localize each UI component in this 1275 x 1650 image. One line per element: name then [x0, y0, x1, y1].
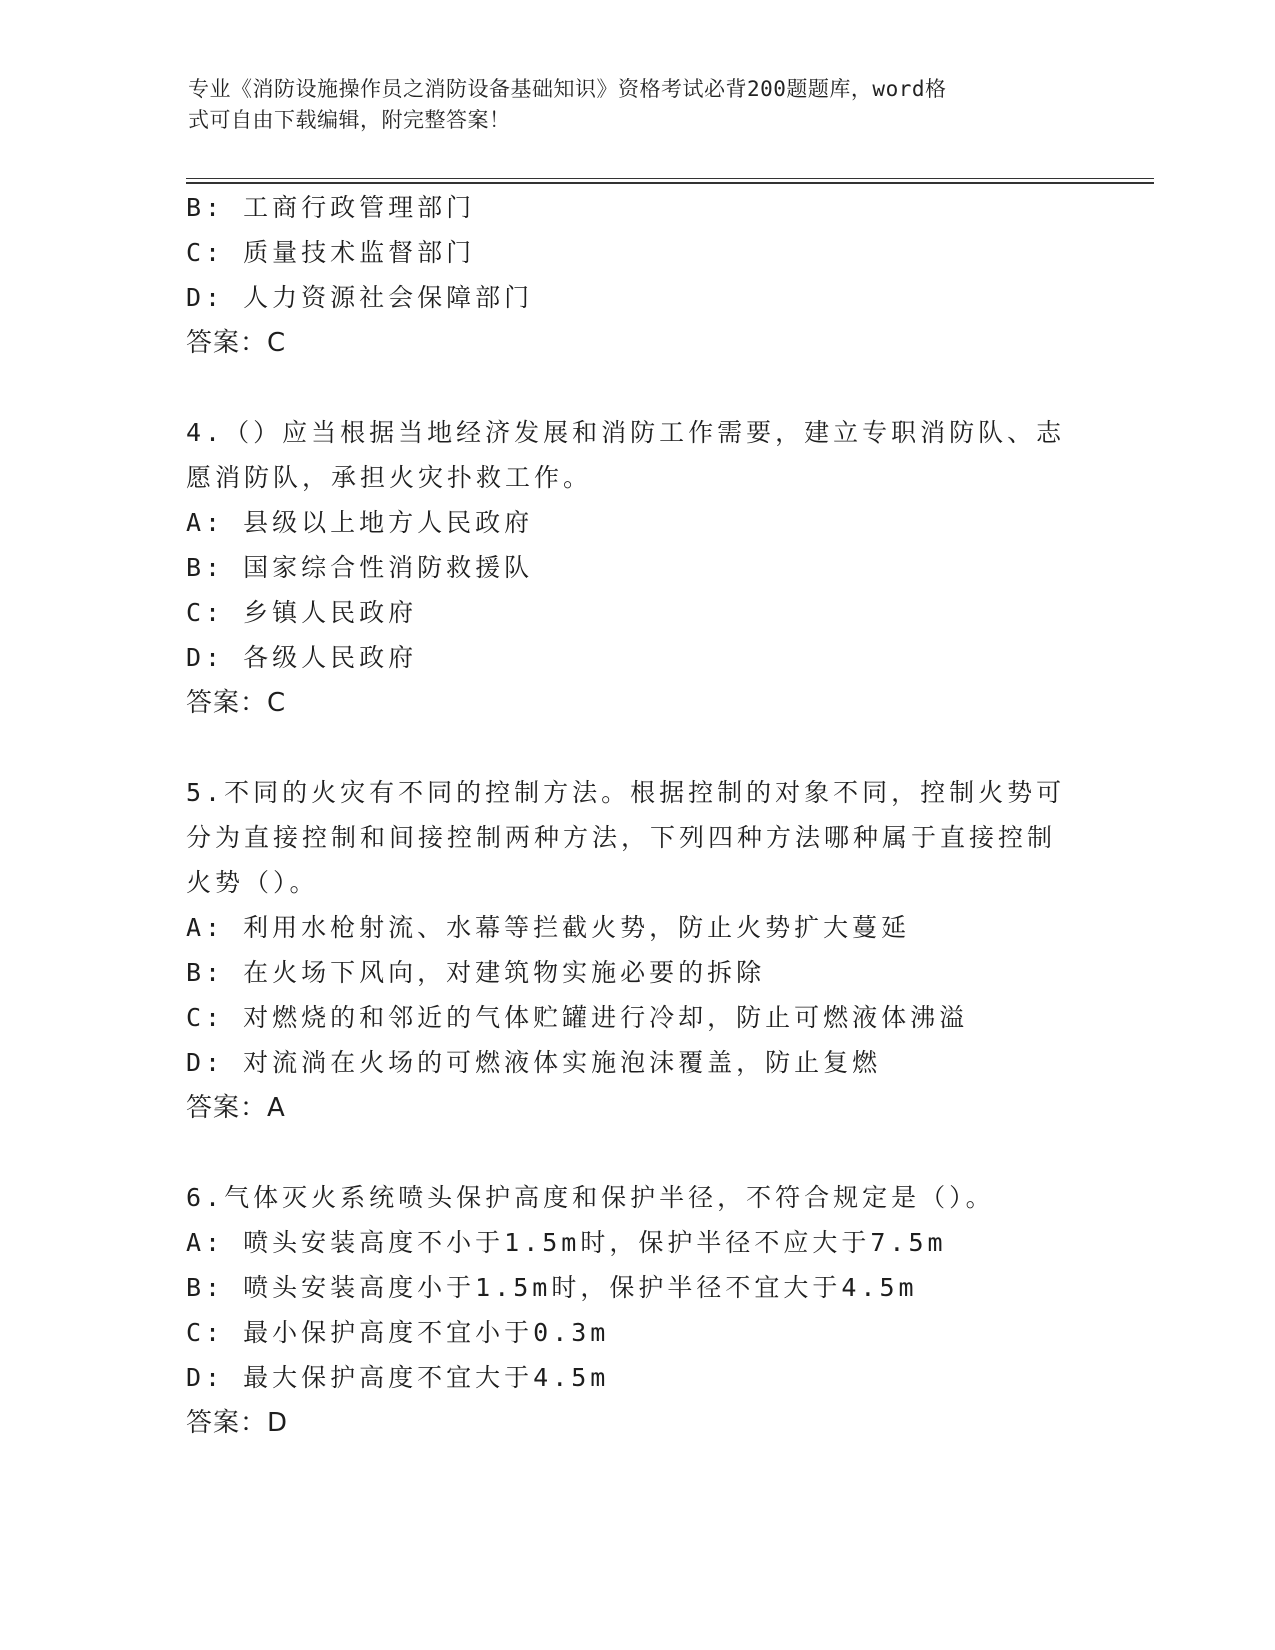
q5-stem-line-1: 5.不同的火灾有不同的控制方法。根据控制的对象不同，控制火势可	[186, 778, 1066, 807]
q6-option-b: B: 喷头安装高度小于1.5m时，保护半径不宜大于4.5m	[186, 1273, 918, 1302]
header-divider-thick	[186, 182, 1154, 184]
header-divider-thin	[186, 178, 1154, 179]
q6-option-c: C: 最小保护高度不宜小于0.3m	[186, 1318, 610, 1347]
q6-stem-line-1: 6.气体灭火系统喷头保护高度和保护半径，不符合规定是（）。	[186, 1183, 995, 1212]
q6-answer: 答案：D	[186, 1408, 289, 1438]
document-header	[188, 74, 1068, 136]
q6-option-d: D: 最大保护高度不宜大于4.5m	[186, 1363, 610, 1392]
q3-option-c: C: 质量技术监督部门	[186, 238, 476, 267]
q4-option-b: B: 国家综合性消防救援队	[186, 553, 534, 582]
header-line-1: 专业《消防设施操作员之消防设备基础知识》资格考试必背200题题库，word格	[188, 77, 947, 101]
q5-option-b: B: 在火场下风向，对建筑物实施必要的拆除	[186, 958, 766, 987]
q6-option-a: A: 喷头安装高度不小于1.5m时，保护半径不应大于7.5m	[186, 1228, 947, 1257]
q4-option-c: C: 乡镇人民政府	[186, 598, 418, 627]
q5-stem-line-3: 火势（）。	[186, 868, 319, 897]
q4-answer: 答案：C	[186, 688, 287, 718]
q5-option-a: A: 利用水枪射流、水幕等拦截火势，防止火势扩大蔓延	[186, 913, 911, 942]
q3-answer: 答案：C	[186, 328, 287, 358]
q4-stem-line-1: 4.（）应当根据当地经济发展和消防工作需要，建立专职消防队、志	[186, 418, 1066, 447]
q5-option-c: C: 对燃烧的和邻近的气体贮罐进行冷却，防止可燃液体沸溢	[186, 1003, 969, 1032]
q4-stem-line-2: 愿消防队，承担火灾扑救工作。	[186, 463, 593, 492]
q3-option-b: B: 工商行政管理部门	[186, 193, 476, 222]
header-line-2: 式可自由下载编辑，附完整答案！	[188, 108, 511, 132]
q4-option-a: A: 县级以上地方人民政府	[186, 508, 534, 537]
q3-option-d: D: 人力资源社会保障部门	[186, 283, 534, 312]
q5-answer: 答案：A	[186, 1093, 286, 1123]
q5-option-d: D: 对流淌在火场的可燃液体实施泡沫覆盖，防止复燃	[186, 1048, 882, 1077]
q4-option-d: D: 各级人民政府	[186, 643, 418, 672]
q5-stem-line-2: 分为直接控制和间接控制两种方法，下列四种方法哪种属于直接控制	[186, 823, 1057, 852]
